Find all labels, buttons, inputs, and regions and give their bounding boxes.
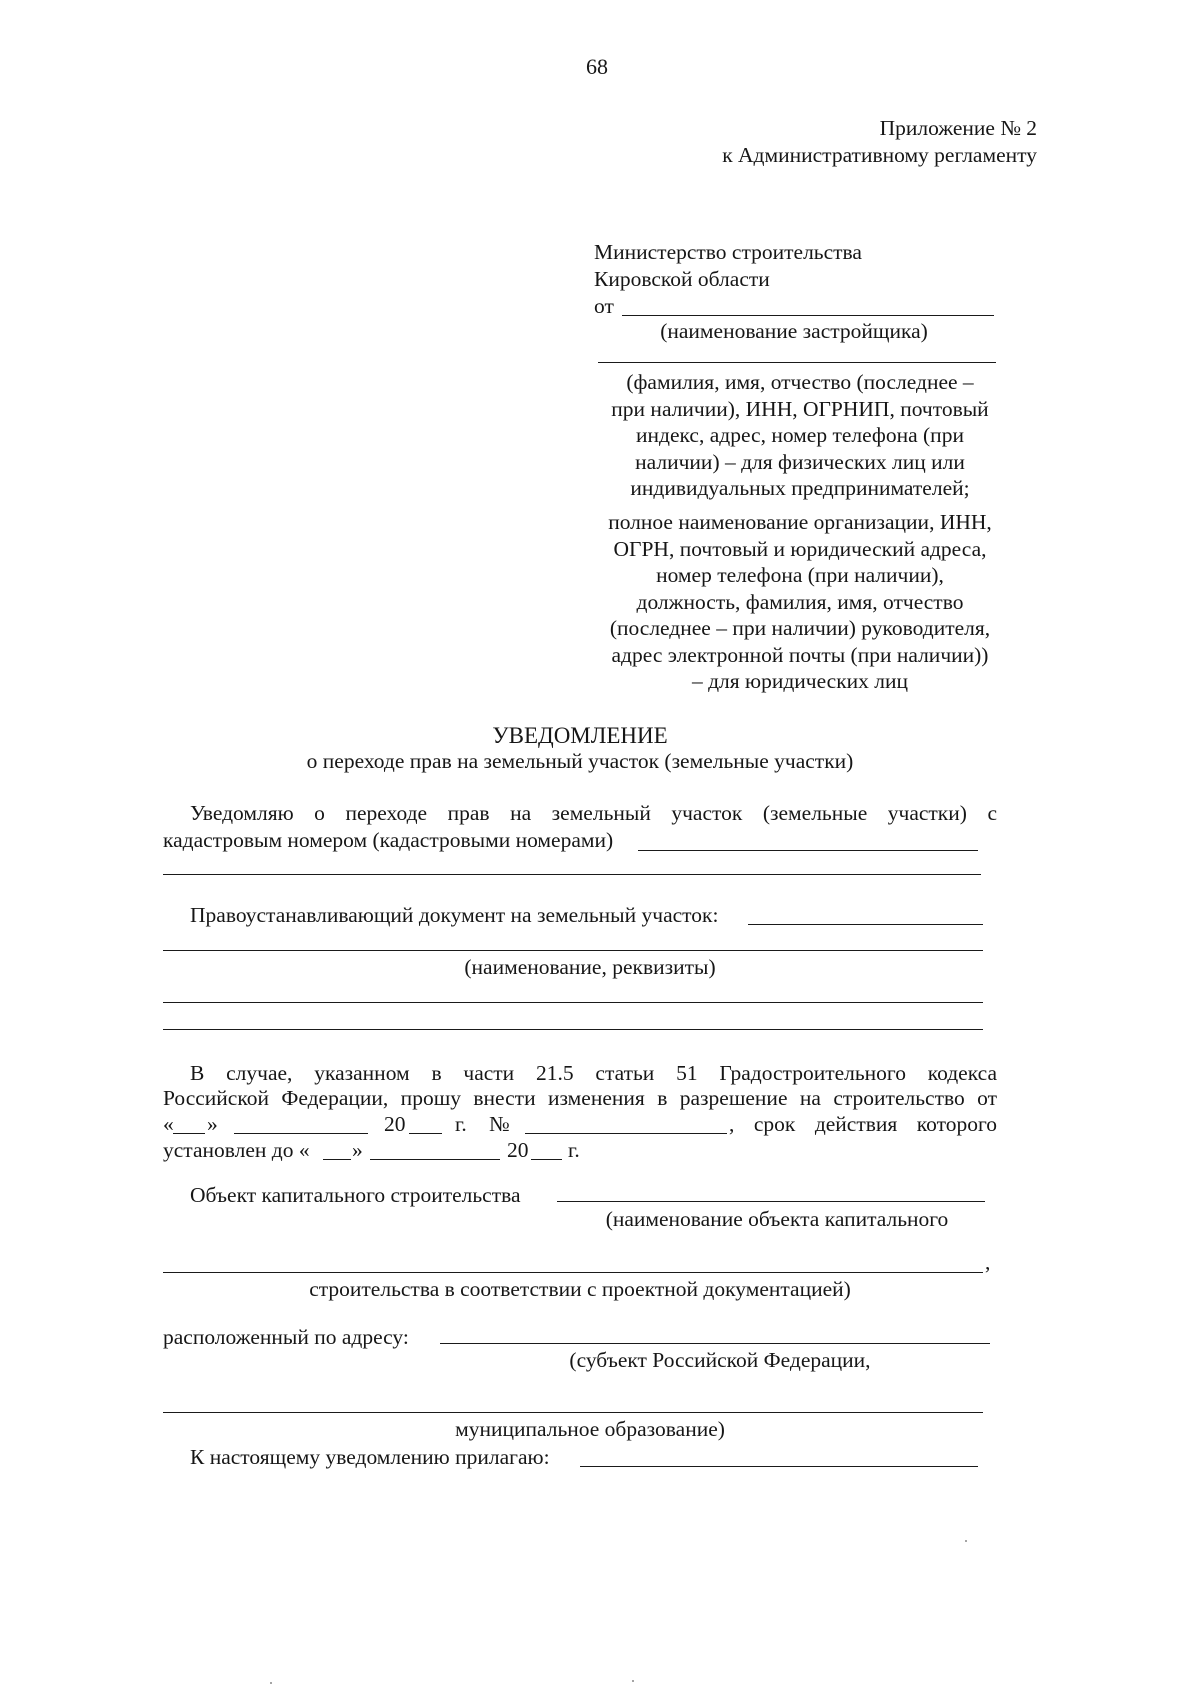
from-label: от — [594, 294, 614, 318]
permit-number-sign: № — [489, 1112, 510, 1136]
scan-speck — [632, 1680, 634, 1682]
developer-name-field[interactable] — [622, 315, 994, 316]
caption-line: (последнее – при наличии) руководителя, — [609, 616, 991, 640]
caption-line: (фамилия, имя, отчество (последнее – — [626, 370, 974, 394]
document-title: УВЕДОМЛЕНИЕ — [492, 723, 668, 748]
notice-text-line1: Уведомляю о переходе прав на земельный участок (земельные участки) с — [190, 801, 997, 825]
address-caption2: муниципальное образование) — [455, 1417, 725, 1441]
permit-date-close-quote: » — [207, 1112, 218, 1136]
scan-speck — [270, 1682, 272, 1684]
address-field-continued[interactable] — [163, 1412, 983, 1413]
permit-month-field[interactable] — [234, 1133, 368, 1134]
validity-day-field[interactable] — [323, 1159, 351, 1160]
permit-year-suffix: г. — [455, 1112, 467, 1136]
caption-line: наличии) – для физических лиц или — [635, 449, 965, 474]
validity-year-suffix: г. — [568, 1138, 580, 1162]
appendix-subtitle: к Административному регламенту — [722, 143, 1037, 167]
title-document-extra-line[interactable] — [163, 1029, 983, 1030]
validity-year-field[interactable] — [531, 1159, 562, 1160]
caption-line: ОГРН, почтовый и юридический адреса, — [613, 536, 987, 561]
cadastral-number-field-continued[interactable] — [163, 874, 981, 875]
title-document-extra-line[interactable] — [163, 1002, 983, 1003]
title-document-field-continued[interactable] — [163, 950, 983, 951]
construction-object-field[interactable] — [557, 1201, 985, 1202]
construction-object-label: Объект капитального строительства — [190, 1183, 521, 1207]
construction-object-comma: , — [985, 1250, 991, 1274]
established-until-label: установлен до « — [163, 1138, 310, 1162]
permit-year-field[interactable] — [409, 1133, 442, 1134]
address-caption1: (субъект Российской Федерации, — [569, 1348, 871, 1372]
address-field[interactable] — [440, 1343, 990, 1344]
appendix-title: Приложение № 2 — [879, 116, 1037, 140]
construction-object-field-continued[interactable] — [163, 1272, 983, 1273]
construction-object-caption2: строительства в соответствии с проектной документацией) — [309, 1277, 851, 1301]
scan-speck — [965, 1540, 967, 1542]
document-subtitle: о переходе прав на земельный участок (земельные участки) — [306, 749, 854, 773]
title-document-field[interactable] — [748, 924, 983, 925]
address-label: расположенный по адресу: — [163, 1325, 409, 1349]
title-document-label: Правоустанавливающий документ на земельный участок: — [190, 903, 719, 927]
caption-line: при наличии), ИНН, ОГРНИП, почтовый — [611, 396, 989, 421]
caption-line: должность, фамилия, имя, отчество — [636, 589, 964, 614]
validity-close-quote: » — [352, 1138, 363, 1162]
caption-line: адрес электронной почты (при наличии)) — [611, 642, 989, 667]
caption-line: полное наименование организации, ИНН, — [608, 510, 992, 534]
validity-month-field[interactable] — [370, 1159, 500, 1160]
cadastral-number-field[interactable] — [638, 850, 978, 851]
caption-line: индивидуальных предпринимателей; — [630, 476, 970, 500]
permit-year-prefix: 20 — [384, 1112, 406, 1136]
construction-object-caption1: (наименование объекта капитального — [605, 1207, 949, 1231]
permit-day-field[interactable] — [173, 1133, 205, 1134]
caption-line: номер телефона (при наличии), — [656, 563, 944, 587]
addressee-line1: Министерство строительства — [594, 240, 862, 264]
caption-line: индекс, адрес, номер телефона (при — [636, 423, 964, 447]
validity-year-prefix: 20 — [507, 1138, 529, 1162]
notice-text-line2: кадастровым номером (кадастровыми номерами) — [163, 828, 614, 852]
page-number: 68 — [586, 54, 608, 79]
permit-date-open-quote: « — [163, 1112, 174, 1136]
permit-number-field[interactable] — [525, 1133, 727, 1134]
individuals-caption — [590, 372, 1010, 505]
attachments-label: К настоящему уведомлению прилагаю: — [190, 1445, 550, 1469]
legal-entities-caption — [590, 512, 1010, 698]
developer-details-field[interactable] — [598, 362, 996, 363]
developer-caption: (наименование застройщика) — [660, 319, 928, 343]
change-request-line1: В случае, указанном в части 21.5 статьи 51 Градостроительного кодекса — [190, 1061, 997, 1085]
validity-text: , срок действия которого — [729, 1112, 997, 1136]
addressee-line2: Кировской области — [594, 267, 770, 291]
attachments-field[interactable] — [580, 1466, 978, 1467]
caption-line: – для юридических лиц — [691, 669, 909, 693]
change-request-line2: Российской Федерации, прошу внести изменения в разрешение на строительство от — [163, 1086, 997, 1110]
title-document-caption: (наименование, реквизиты) — [464, 955, 716, 979]
